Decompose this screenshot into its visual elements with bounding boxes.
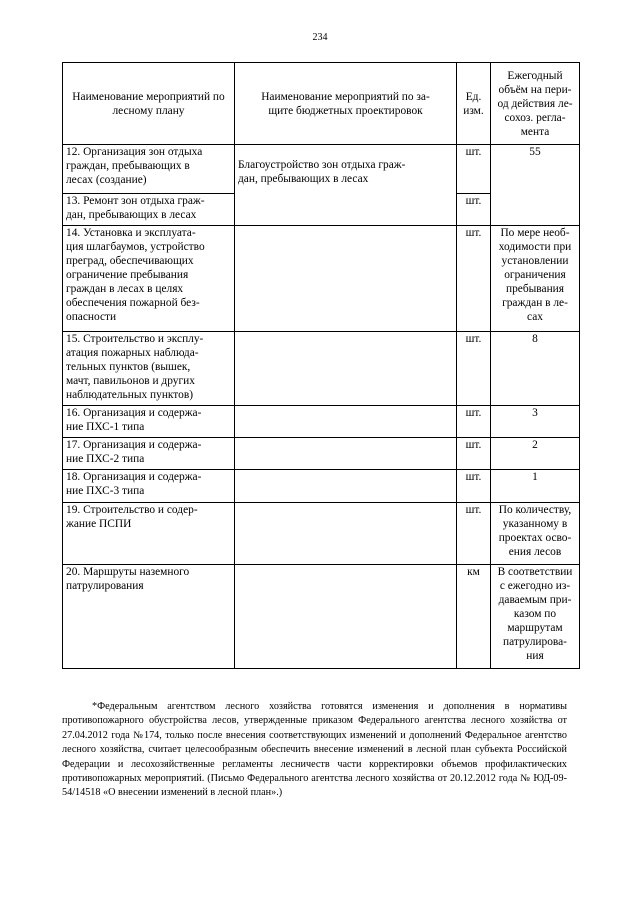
table-row [63,565,580,669]
row-activity: 18. Организация и содержа- ние ПХС-3 типа [63,470,235,503]
footnote-text: *Федеральным агентством лесного хозяйства готовятся изменения и дополнения в нормативы противопожарного обустройства лесов, утвержденные приказом Федерального агентства лесного хозяйства от 27.04.2012 года №174, только после внесения соответствующих изменений и дополнений Федеральное агентство лесного хозяйства, считает целесообразным обеспечить внесение изменений в лесной план субъекта Российской Федерации и лесохозяйственные регламенты лесничеств части корректировки объемов профилактических противопожарных мероприятий. (Письмо Федерального агентства лесного хозяйства от 20.12.2012 года № ЮД-09-54/14518 «О внесении изменений в лесной план».) [62,701,567,799]
row-volume: 2 [491,438,580,470]
table-row [63,406,580,438]
row-budget-activity [235,565,457,669]
table-header-row [63,63,580,145]
row-volume: В соответствии с ежегодно из- даваемым при- казом по маршрутам патрулирова- ния [491,565,580,669]
table-row [63,145,580,194]
row-budget-activity: Благоустройство зон отдыха граж- дан, пребывающих в лесах [235,145,457,226]
header-activity: Наименование мероприятий по лесному плану [63,63,235,145]
row-activity: 16. Организация и содержа- ние ПХС-1 типа [63,406,235,438]
row-unit: шт. [457,226,491,332]
row-unit: км [457,565,491,669]
header-budget-activity: Наименование мероприятий по за- щите бюджетных проектировок [235,63,457,145]
row-budget-activity [235,470,457,503]
row-budget-activity [235,503,457,565]
row-activity: 12. Организация зон отдыха граждан, пребывающих в лесах (создание) [63,145,235,194]
row-volume: По мере необ- ходимости при установлении ограничения пребывания граждан в ле- сах [491,226,580,332]
row-budget-activity [235,226,457,332]
header-unit: Ед. изм. [457,63,491,145]
row-activity: 14. Установка и эксплуата- ция шлагбаумов, устройство преград, обеспечивающих ограничение пребывания граждан в лесах в целях обеспечения пожарной без- опасности [63,226,235,332]
table-row [63,226,580,332]
row-volume: По количеству, указанному в проектах осво- ения лесов [491,503,580,565]
row-budget-activity [235,332,457,406]
row-unit: шт. [457,194,491,226]
footnote [62,700,567,801]
row-activity: 20. Маршруты наземного патрулирования [63,565,235,669]
row-volume: 8 [491,332,580,406]
header-annual-volume: Ежегодный объём на пери- од действия ле- сохоз. регла- мента [491,63,580,145]
row-volume: 1 [491,470,580,503]
row-budget-activity [235,406,457,438]
page-number: 234 [312,32,328,43]
row-activity: 19. Строительство и содер- жание ПСПИ [63,503,235,565]
row-volume: 55 [491,145,580,226]
table-row [63,470,580,503]
row-unit: шт. [457,503,491,565]
row-volume: 3 [491,406,580,438]
table-row [63,438,580,470]
row-unit: шт. [457,406,491,438]
row-budget-activity [235,438,457,470]
row-unit: шт. [457,145,491,194]
table-row [63,332,580,406]
forest-fire-measures-table [62,62,580,669]
row-unit: шт. [457,470,491,503]
row-activity: 13. Ремонт зон отдыха граж- дан, пребывающих в лесах [63,194,235,226]
row-unit: шт. [457,438,491,470]
row-activity: 17. Организация и содержа- ние ПХС-2 типа [63,438,235,470]
table-row [63,503,580,565]
row-activity: 15. Строительство и эксплу- атация пожарных наблюда- тельных пунктов (вышек, мачт, павильонов и других наблюдательных пунктов) [63,332,235,406]
row-unit: шт. [457,332,491,406]
